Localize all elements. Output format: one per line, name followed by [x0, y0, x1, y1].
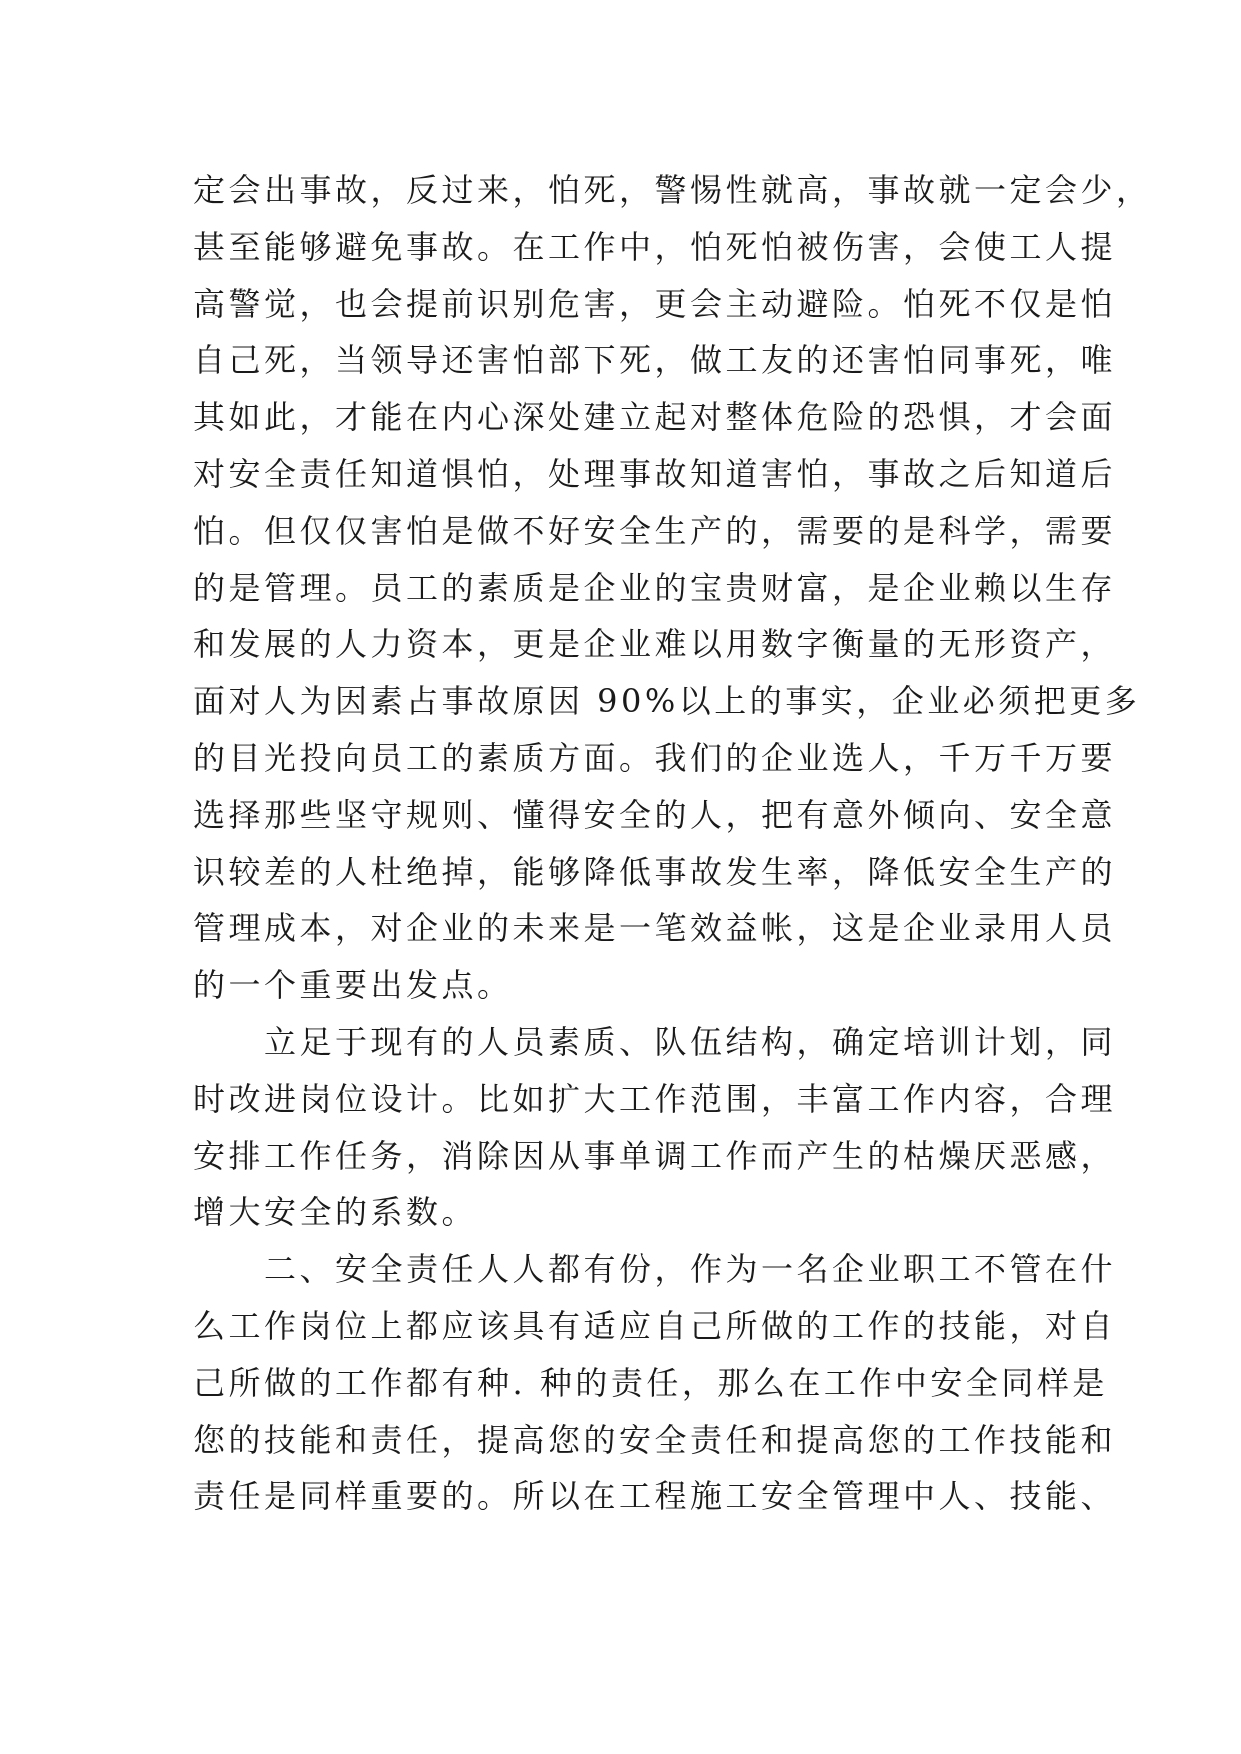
text-line: 的是管理。员工的素质是企业的宝贵财富，是企业赖以生存 — [193, 568, 1117, 607]
text-line: 和发展的人力资本，更是企业难以用数字衡量的无形资产， — [193, 625, 1117, 664]
text-line: 的目光投向员工的素质方面。我们的企业选人，千万千万要 — [193, 738, 1117, 777]
text-line: 选择那些坚守规则、懂得安全的人，把有意外倾向、安全意 — [193, 795, 1117, 834]
text-line: 其如此，才能在内心深处建立起对整体危险的恐惧，才会面 — [193, 398, 1117, 437]
text-line: 增大安全的系数。 — [193, 1193, 478, 1232]
text-line: 怕。但仅仅害怕是做不好安全生产的，需要的是科学，需要 — [193, 511, 1117, 550]
body-text — [193, 162, 1152, 1525]
text-line: 责任是同样重要的。所以在工程施工安全管理中人、技能、 — [193, 1477, 1117, 1516]
text-line: 您的技能和责任，提高您的安全责任和提高您的工作技能和 — [193, 1420, 1117, 1459]
text-line: 么工作岗位上都应该具有适应自己所做的工作的技能，对自 — [193, 1306, 1117, 1345]
text-line: 自己死，当领导还害怕部下死，做工友的还害怕同事死，唯 — [193, 341, 1117, 380]
text-line: 二、安全责任人人都有份，作为一名企业职工不管在什 — [193, 1250, 1117, 1289]
text-line: 对安全责任知道惧怕，处理事故知道害怕，事故之后知道后 — [193, 454, 1117, 493]
text-line: 安排工作任务，消除因从事单调工作而产生的枯燥厌恶感， — [193, 1136, 1117, 1175]
text-line: 高警觉，也会提前识别危害，更会主动避险。怕死不仅是怕 — [193, 284, 1117, 323]
text-line: 识较差的人杜绝掉，能够降低事故发生率，降低安全生产的 — [193, 852, 1117, 891]
text-line: 面对人为因素占事故原因 90%以上的事实，企业必须把更多 — [193, 682, 1141, 721]
text-line: 时改进岗位设计。比如扩大工作范围，丰富工作内容，合理 — [193, 1079, 1117, 1118]
text-line: 定会出事故，反过来，怕死，警惕性就高，事故就一定会少， — [193, 171, 1152, 209]
text-line: 甚至能够避免事故。在工作中，怕死怕被伤害，会使工人提 — [193, 227, 1117, 266]
text-line: 立足于现有的人员素质、队伍结构，确定培训计划，同 — [193, 1022, 1117, 1061]
text-line: 的一个重要出发点。 — [193, 966, 513, 1005]
text-line: 己所做的工作都有种. 种的责任，那么在工作中安全同样是 — [193, 1363, 1108, 1402]
text-line: 管理成本，对企业的未来是一笔效益帐，这是企业录用人员 — [193, 909, 1117, 948]
